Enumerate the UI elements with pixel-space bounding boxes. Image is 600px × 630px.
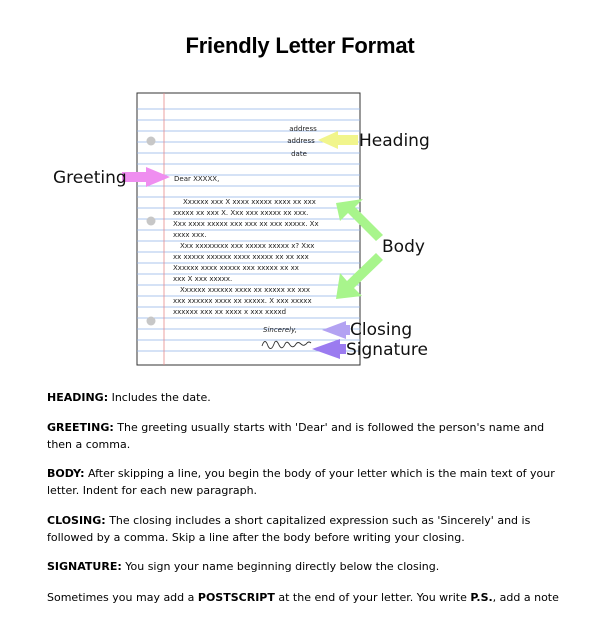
punch-hole [147, 137, 156, 146]
desc-term: HEADING: [47, 391, 109, 404]
ps-text-after: , add a note [492, 591, 559, 604]
page-title: Friendly Letter Format [185, 33, 415, 58]
body-line: xxxx xxx. [173, 231, 207, 239]
ps-text-before: Sometimes you may add a [47, 591, 198, 604]
notebook-paper [137, 93, 360, 365]
desc-term: SIGNATURE: [47, 560, 122, 573]
body-line: Xxxxxx xxxx xxxxx xxx xxxxx xx xx [173, 264, 299, 272]
heading-date: date [291, 150, 307, 158]
signature-label: Signature [346, 340, 429, 360]
desc-greeting [47, 419, 567, 453]
body-line: xxxxxx xxx xx xxxx x xxx xxxxd [173, 308, 287, 316]
desc-term: BODY: [47, 467, 85, 480]
punch-hole [147, 217, 156, 226]
letter-diagram [0, 85, 600, 375]
ps-abbreviation: P.S. [470, 591, 493, 604]
desc-closing [47, 512, 567, 546]
desc-postscript [47, 589, 567, 606]
letter-diagram-svg [0, 85, 600, 375]
desc-signature [47, 558, 567, 575]
body-line: Xxxxxx xxx X xxxx xxxxx xxxx xx xxx [183, 198, 316, 206]
body-line: xxxxx xx xxx X. Xxx xxx xxxxx xx xxx. [173, 209, 309, 217]
body-line: Xxx xxxx xxxxx xxx xxx xx xxx xxxxx. Xx [173, 220, 319, 228]
closing-text: Sincerely, [263, 326, 297, 334]
desc-text: The closing includes a short capitalized expression such as 'Sincerely' and is followed by a comma. Skip a line after the body before writing your closing. [47, 514, 531, 544]
desc-term: GREETING: [47, 421, 114, 434]
desc-text: Includes the date. [108, 391, 211, 404]
closing-label: Closing [350, 320, 413, 340]
body-label: Body [382, 237, 425, 257]
desc-text: After skipping a line, you begin the body of your letter which is the main text of your letter. Indent for each new paragraph. [47, 467, 555, 497]
heading-label: Heading [359, 131, 430, 151]
desc-text: You sign your name beginning directly below the closing. [121, 560, 440, 573]
desc-heading [47, 389, 567, 406]
body-line: Xxx xxxxxxxx xxx xxxxx xxxxx x? Xxx [180, 242, 315, 250]
desc-body [47, 465, 567, 499]
desc-term: CLOSING: [47, 514, 106, 527]
body-line: xxx xxxxxx xxxx xx xxxxx. X xxx xxxxx [173, 297, 312, 305]
body-line: xxx X xxx xxxxx. [173, 275, 233, 283]
heading-address-1: address [289, 125, 317, 133]
desc-text: The greeting usually starts with 'Dear' and is followed the person's name and then a comma. [47, 421, 545, 451]
body-line: xx xxxxx xxxxxx xxxx xxxxx xx xx xxx [173, 253, 309, 261]
punch-hole [147, 317, 156, 326]
greeting-label: Greeting [53, 168, 127, 188]
ps-keyword: POSTSCRIPT [197, 591, 275, 604]
heading-address-2: address [287, 137, 315, 145]
body-line: Xxxxxx xxxxxx xxxx xx xxxxx xx xxx [180, 286, 310, 294]
ps-text-middle: at the end of your letter. You write [274, 591, 471, 604]
greeting-text: Dear XXXXX, [174, 175, 220, 183]
